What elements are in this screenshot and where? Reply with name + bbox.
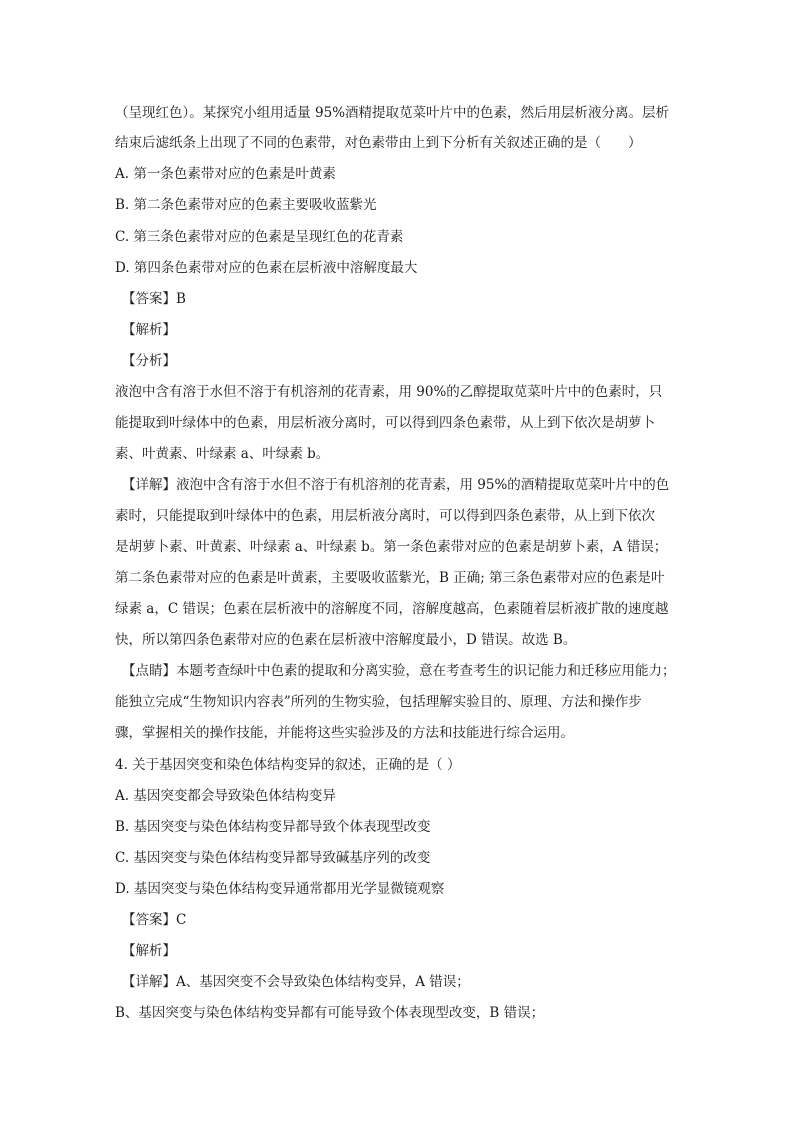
q3-option-b: B. 第二条色素带对应的色素主要吸收蓝紫光 [115,197,377,213]
q3-stem-line-1: （呈现红色）。某探究小组用适量 95%酒精提取苋菜叶片中的色素，然后用层析液分离。层析 [115,105,670,121]
q3-fenxi-heading: 【分析】 [122,353,176,369]
q3-option-a: A. 第一条色素带对应的色素是叶黄素 [115,166,336,182]
q3-fenxi-line-1: 液泡中含有溶于水但不溶于有机溶剂的花青素，用 90%的乙醇提取苋菜叶片中的色素时，只 [115,384,663,400]
q3-stem-line-2: 结束后滤纸条上出现了不同的色素带，对色素带由上到下分析有关叙述正确的是（ ） [115,135,642,151]
q4-detail-line-1: 【详解】A、基因突变不会导致染色体结构变异，A 错误； [122,974,470,990]
q3-comment-line-3: 骤，掌握相关的操作技能，并能将这些实验涉及的方法和技能进行综合运用。 [115,725,574,741]
q4-option-b: B. 基因突变与染色体结构变异都导致个体表现型改变 [115,819,431,835]
q3-detail-line-1: 【详解】液泡中含有溶于水但不溶于有机溶剂的花青素，用 95%的酒精提取苋菜叶片中的色 [122,477,670,493]
q3-detail-line-4: 第二条色素带对应的色素是叶黄素，主要吸收蓝紫光，B 正确; 第三条色素带对应的色素是叶 [115,570,665,586]
q3-comment-line-2: 能独立完成“生物知识内容表”所列的生物实验，包括理解实验目的、原理、方法和操作步 [115,694,642,710]
q4-analysis-heading: 【解析】 [122,943,176,959]
q4-option-c: C. 基因突变与染色体结构变异都导致碱基序列的改变 [115,850,431,866]
q3-option-d: D. 第四条色素带对应的色素在层析液中溶解度最大 [115,260,418,276]
q4-detail-line-2: B、基因突变与染色体结构变异都有可能导致个体表现型改变，B 错误； [115,1005,545,1021]
q3-detail-line-3: 是胡萝卜素、叶黄素、叶绿素 a、叶绿素 b。第一条色素带对应的色素是胡萝卜素，A 错误； [115,539,668,555]
q4-answer: 【答案】C [122,912,187,928]
q4-option-d: D. 基因突变与染色体结构变异通常都用光学显微镜观察 [115,881,445,897]
q3-fenxi-line-2: 能提取到叶绿体中的色素，用层析液分离时，可以得到四条色素带，从上到下依次是胡萝卜 [115,415,655,431]
q4-option-a: A. 基因突变都会导致染色体结构变异 [115,788,336,804]
q4-stem: 4. 关于基因突变和染色体结构变异的叙述，正确的是（ ） [115,757,461,773]
q3-comment-line-1: 【点睛】本题考查绿叶中色素的提取和分离实验，意在考查考生的识记能力和迁移应用能力； [122,663,676,679]
q3-analysis-heading: 【解析】 [122,322,176,338]
q3-answer: 【答案】B [122,291,186,307]
q3-detail-line-6: 快，所以第四条色素带对应的色素在层析液中溶解度最小，D 错误。故选 B。 [115,632,577,648]
q3-detail-line-2: 素时，只能提取到叶绿体中的色素，用层析液分离时，可以得到四条色素带，从上到下依次 [115,508,655,524]
q3-fenxi-line-3: 素、叶黄素、叶绿素 a、叶绿素 b。 [115,446,330,462]
q3-detail-line-5: 绿素 a，C 错误；色素在层析液中的溶解度不同，溶解度越高，色素随着层析液扩散的速度越 [115,601,669,617]
q3-option-c: C. 第三条色素带对应的色素是呈现红色的花青素 [115,229,404,245]
